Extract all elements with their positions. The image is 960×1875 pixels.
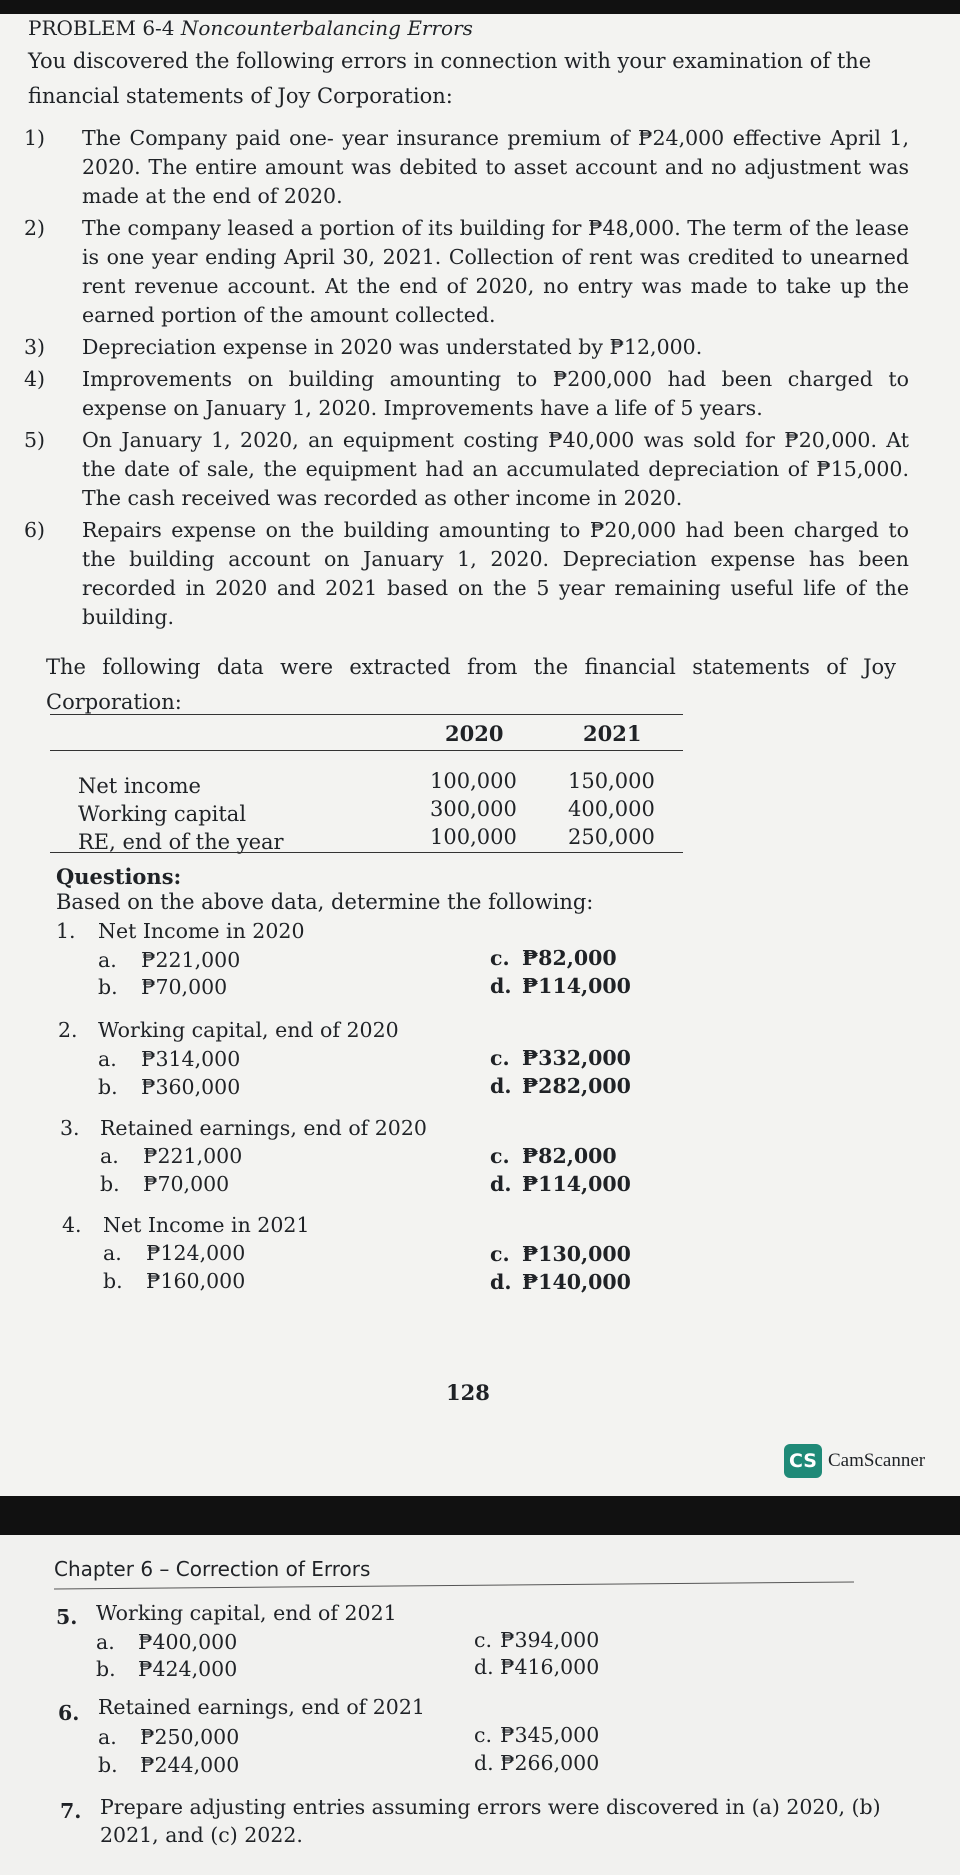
option-letter: c. [474, 1723, 492, 1747]
option-b: ₱424,000 [138, 1657, 238, 1681]
question-text: Prepare adjusting entries assuming errors were discovered in (a) 2020, (b) [100, 1795, 881, 1819]
option-letter: d. [474, 1655, 494, 1679]
table-top-rule [50, 714, 683, 715]
question-text: Retained earnings, end of 2020 [100, 1116, 427, 1140]
option-letter: d. [490, 1270, 512, 1294]
option-d: ₱266,000 [500, 1751, 600, 1775]
question-number: 6. [58, 1701, 80, 1725]
table-cell: 100,000 [430, 825, 517, 849]
question-text-cont: 2021, and (c) 2022. [100, 1823, 303, 1847]
question-number: 1. [56, 919, 76, 943]
problem-intro: You discovered the following errors in connection with your examination of the financial statements of Joy Corporation: [28, 49, 872, 108]
extract-text: The following data were extracted from the financial statements of Joy Corporation: [46, 655, 896, 714]
option-c: ₱345,000 [500, 1723, 600, 1747]
page-number: 128 [446, 1380, 490, 1405]
table-bottom-rule [50, 852, 683, 853]
question-text: Net Income in 2020 [98, 919, 305, 943]
option-letter: c. [474, 1628, 492, 1652]
table-cell: 400,000 [568, 797, 655, 821]
option-letter: b. [103, 1269, 123, 1293]
option-a: ₱124,000 [146, 1241, 246, 1265]
error-item: 3) Depreciation expense in 2020 was understated by ₱12,000. [24, 335, 703, 359]
question-text: Working capital, end of 2021 [96, 1601, 397, 1625]
option-d: ₱114,000 [522, 1172, 631, 1196]
table-header-2021: 2021 [583, 721, 642, 746]
option-b: ₱160,000 [146, 1269, 246, 1293]
option-letter: b. [100, 1172, 120, 1196]
option-a: ₱250,000 [140, 1725, 240, 1749]
error-item: 5) On January 1, 2020, an equipment costing ₱40,000 was sold for ₱20,000. At the date of sale, the equipment had an accumulated depreciation of ₱15,000. The cash received was recorded as other income in 2020. [24, 428, 909, 510]
option-letter: d. [474, 1751, 494, 1775]
option-letter: c. [490, 946, 510, 970]
option-d: ₱114,000 [522, 974, 631, 998]
option-letter: d. [490, 1074, 512, 1098]
error-list [24, 124, 909, 635]
option-letter: b. [98, 1075, 118, 1099]
option-letter: d. [490, 974, 512, 998]
problem-title: PROBLEM 6-4 Noncounterbalancing Errors [28, 16, 473, 40]
question-text: Retained earnings, end of 2021 [98, 1695, 425, 1719]
option-letter: a. [96, 1630, 115, 1654]
option-c: ₱130,000 [522, 1242, 631, 1266]
option-c: ₱82,000 [522, 946, 617, 970]
error-item: 6) Repairs expense on the building amounting to ₱20,000 had been charged to the building account on January 1, 2020. Depreciation expense has been recorded in 2020 and 2021 based on the 5 year remaining useful life of the building. [24, 518, 909, 629]
error-item: 4) Improvements on building amounting to ₱200,000 had been charged to expense on January 1, 2020. Improvements have a life of 5 years. [24, 367, 909, 420]
option-letter: c. [490, 1242, 510, 1266]
question-number: 5. [56, 1605, 78, 1629]
page-next [0, 1535, 960, 1875]
option-b: ₱70,000 [141, 975, 228, 999]
option-a: ₱221,000 [141, 948, 241, 972]
table-row-label: Working capital [78, 802, 247, 826]
page-128 [0, 14, 960, 1496]
question-number: 3. [60, 1116, 80, 1140]
error-item: 2) The company leased a portion of its building for ₱48,000. The term of the lease is one year ending April 30, 2021. Collection of rent was credited to unearned rent revenue account. At the end of 2020, no entry was made to take up the earned portion of the amount collected. [24, 216, 909, 327]
problem-title-italic: Noncounterbalancing Errors [180, 16, 473, 40]
question-text: Net Income in 2021 [103, 1213, 310, 1237]
table-header-rule [50, 750, 683, 751]
questions-heading: Questions: [56, 864, 182, 889]
table-row-label: Net income [78, 774, 201, 798]
question-number: 4. [62, 1213, 82, 1237]
questions-intro: Based on the above data, determine the following: [56, 890, 594, 914]
option-letter: a. [98, 1725, 117, 1749]
option-d: ₱140,000 [522, 1270, 631, 1294]
option-a: ₱314,000 [141, 1047, 241, 1071]
option-letter: b. [96, 1657, 116, 1681]
table-cell: 150,000 [568, 769, 655, 793]
table-header-2020: 2020 [445, 721, 504, 746]
option-b: ₱244,000 [140, 1753, 240, 1777]
table-row-label: RE, end of the year [78, 830, 284, 854]
option-c: ₱332,000 [522, 1046, 631, 1070]
option-letter: a. [100, 1144, 119, 1168]
table-cell: 100,000 [430, 769, 517, 793]
option-letter: c. [490, 1046, 510, 1070]
option-letter: c. [490, 1144, 510, 1168]
option-c: ₱394,000 [500, 1628, 600, 1652]
option-letter: d. [490, 1172, 512, 1196]
error-item: 1) The Company paid one- year insurance premium of ₱24,000 effective April 1, 2020. The entire amount was debited to asset account and no adjustment was made at the end of 2020. [24, 126, 909, 208]
option-a: ₱400,000 [138, 1630, 238, 1654]
chapter-header: Chapter 6 – Correction of Errors [54, 1557, 371, 1581]
option-b: ₱360,000 [141, 1075, 241, 1099]
option-letter: b. [98, 1753, 118, 1777]
camscanner-label: CamScanner [828, 1450, 926, 1471]
option-c: ₱82,000 [522, 1144, 617, 1168]
option-a: ₱221,000 [143, 1144, 243, 1168]
option-letter: a. [103, 1241, 122, 1265]
chapter-rule [54, 1582, 854, 1590]
option-b: ₱70,000 [143, 1172, 230, 1196]
question-number: 7. [60, 1799, 82, 1823]
question-text: Working capital, end of 2020 [98, 1018, 399, 1042]
option-letter: b. [98, 975, 118, 999]
option-letter: a. [98, 948, 117, 972]
table-cell: 250,000 [568, 825, 655, 849]
option-letter: a. [98, 1047, 117, 1071]
option-d: ₱282,000 [522, 1074, 631, 1098]
camscanner-logo-icon: CS [784, 1444, 822, 1478]
option-d: ₱416,000 [500, 1655, 600, 1679]
table-cell: 300,000 [430, 797, 517, 821]
question-number: 2. [58, 1018, 78, 1042]
